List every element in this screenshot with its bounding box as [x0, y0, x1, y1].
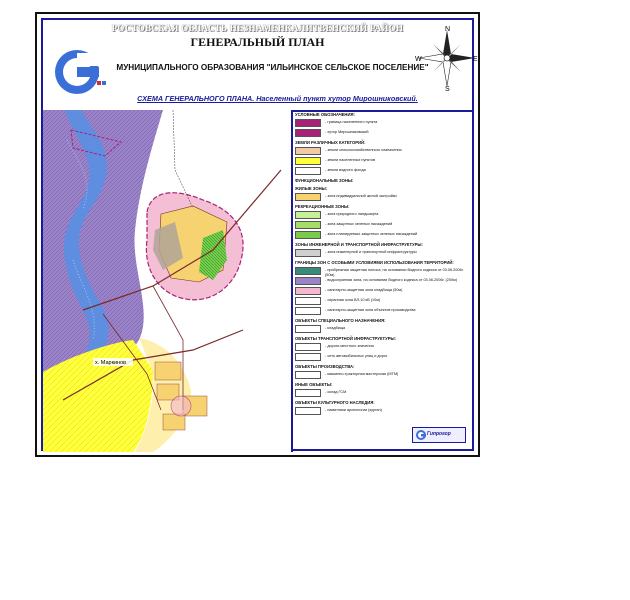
legend-swatch — [295, 221, 321, 229]
legend-swatch — [295, 157, 321, 165]
legend-item-text: - санитарно-защитная зона объектов производства — [325, 308, 416, 312]
legend-section-heading: ЗОНЫ ИНЖЕНЕРНОЙ И ТРАНСПОРТНОЙ ИНФРАСТРУКТУРЫ: — [295, 242, 423, 247]
settlement-label: х. Маркинов — [95, 360, 127, 366]
legend-item-text: - памятники археологии (курган) — [325, 408, 382, 412]
legend-item-text: - машинно-тракторная мастерская (МТМ) — [325, 372, 399, 376]
legend-item-text: - зона защитных зеленых насаждений — [325, 222, 393, 226]
legend-swatch — [295, 129, 321, 137]
legend-section-heading: ФУНКЦИОНАЛЬНЫЕ ЗОНЫ: — [295, 178, 354, 183]
legend-swatch — [295, 167, 321, 175]
map-canvas — [43, 110, 291, 452]
legend-swatch — [295, 147, 321, 155]
map-legend — [295, 112, 470, 447]
footer-logo-text: Гипрогор — [427, 431, 451, 437]
legend-swatch — [295, 343, 321, 351]
legend-item-text: - склад ГСМ — [325, 390, 347, 394]
sheet-frame — [41, 18, 478, 451]
legend-section-heading: УСЛОВНЫЕ ОБОЗНАЧЕНИЯ: — [295, 112, 355, 117]
compass-w: W — [415, 56, 422, 63]
legend-swatch — [295, 353, 321, 361]
legend-swatch — [295, 325, 321, 333]
legend-item-text: - зона индивидуальной жилой застройки — [325, 194, 397, 198]
legend-swatch — [295, 193, 321, 201]
legend-swatch — [295, 297, 321, 305]
legend-item-text: - водоохранная зона, на основании Водного кодекса от 03.06.2006г. (200м) — [325, 278, 457, 282]
legend-item-text: - граница населенного пункта — [325, 120, 378, 124]
legend-item-text: - кладбища — [325, 326, 346, 330]
legend-item-text: - зона инженерной и транспортной инфраструктуры — [325, 250, 417, 254]
legend-item-text: - земли населенных пунктов — [325, 158, 376, 162]
legend-item-text: - хутор Мирошниковский — [325, 130, 369, 134]
legend-swatch — [295, 287, 321, 295]
plan-title: ГЕНЕРАЛЬНЫЙ ПЛАН — [190, 35, 325, 49]
map-sheet — [35, 12, 480, 457]
footer-logo-icon — [415, 429, 427, 441]
legend-swatch — [295, 119, 321, 127]
legend-swatch — [295, 407, 321, 415]
legend-item-text: - дороги местного значения — [325, 344, 374, 348]
cemetery-zone — [171, 396, 191, 416]
legend-swatch — [295, 307, 321, 315]
legend-swatch — [295, 211, 321, 219]
organization-logo-icon — [53, 47, 109, 97]
legend-section-heading: ГРАНИЦЫ ЗОН С ОСОБЫМИ УСЛОВИЯМИ ИСПОЛЬЗОВАНИЯ ТЕРРИТОРИЙ: — [295, 260, 454, 265]
legend-swatch — [295, 371, 321, 379]
legend-item-text: - прибрежная защитная полоса, на основании Водного кодекса от 03.06.2006г. (50м) — [325, 268, 464, 277]
footer-organization-logo — [412, 427, 466, 443]
region-title: РОСТОВСКАЯ ОБЛАСТЬ НЕЗНАМЕНКАЛИТВЕНСКИЙ РАЙОН — [111, 23, 404, 33]
compass-rose-icon — [415, 24, 479, 92]
legend-swatch — [295, 231, 321, 239]
legend-swatch — [295, 389, 321, 397]
title-block — [43, 20, 478, 112]
legend-section-heading: ЖИЛЫЕ ЗОНЫ: — [295, 186, 328, 191]
municipality-title: МУНИЦИПАЛЬНОГО ОБРАЗОВАНИЯ "ИЛЬИНСКОЕ СЕЛЬСКОЕ ПОСЕЛЕНИЕ" — [116, 63, 429, 72]
legend-item-text: - земли сельскохозяйственного назначения — [325, 148, 402, 152]
map-area[interactable] — [43, 110, 293, 452]
legend-item-text: - зона природного ландшафта — [325, 212, 379, 216]
legend-item-text: - сеть автомобильных улиц и дорог — [325, 354, 388, 358]
legend-item-text: - зона планируемых защитных зеленых насаждений — [325, 232, 418, 236]
compass-s: S — [445, 86, 450, 92]
legend-section-heading: ЗЕМЛИ РАЗЛИЧНЫХ КАТЕГОРИЙ: — [295, 140, 366, 145]
scheme-title: СХЕМА ГЕНЕРАЛЬНОГО ПЛАНА. Населенный пункт хутор Мирошниковский. — [137, 94, 418, 103]
legend-section-heading: ИНЫЕ ОБЪЕКТЫ: — [295, 382, 333, 387]
legend-item-text: - санитарно-защитная зона кладбища (50м) — [325, 288, 403, 292]
compass-e: E — [473, 56, 478, 63]
legend-swatch — [295, 277, 321, 285]
legend-item-text: - земли водного фонда — [325, 168, 366, 172]
legend-section-heading: РЕКРЕАЦИОННЫЕ ЗОНЫ: — [295, 204, 350, 209]
legend-swatch — [295, 249, 321, 257]
legend-section-heading: ОБЪЕКТЫ КУЛЬТУРНОГО НАСЛЕДИЯ: — [295, 400, 375, 405]
legend-section-heading: ОБЪЕКТЫ ПРОИЗВОДСТВА: — [295, 364, 355, 369]
legend-item-text: - охранная зона ВЛ-10 кВ (10м) — [325, 298, 381, 302]
legend-section-heading: ОБЪЕКТЫ ТРАНСПОРТНОЙ ИНФРАСТРУКТУРЫ: — [295, 336, 396, 341]
legend-swatch — [295, 267, 321, 275]
legend-section-heading: ОБЪЕКТЫ СПЕЦИАЛЬНОГО НАЗНАЧЕНИЯ: — [295, 318, 386, 323]
compass-n: N — [445, 26, 451, 33]
